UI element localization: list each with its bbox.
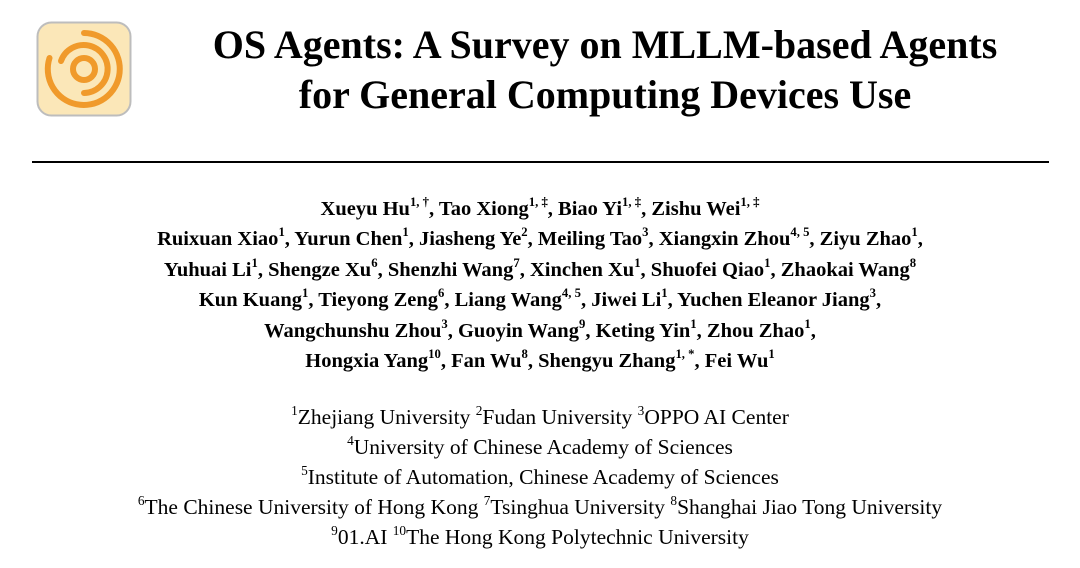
author-affiliation-mark: 3 xyxy=(441,316,448,331)
author-line xyxy=(0,224,1080,254)
author-affiliation-mark: 4, 5 xyxy=(790,225,810,240)
author-affiliation-mark: 8 xyxy=(521,346,528,361)
author-line xyxy=(0,316,1080,346)
author-name: Zhou Zhao xyxy=(706,319,805,342)
affiliation-number: 2 xyxy=(475,402,483,418)
author-separator: , xyxy=(648,228,659,251)
affiliation-number: 6 xyxy=(137,492,145,508)
affiliation-name: Institute of Automation, Chinese Academy of Sciences xyxy=(307,465,779,489)
affiliation-number: 8 xyxy=(670,492,678,508)
affiliation-name: Tsinghua University xyxy=(490,495,666,519)
author-affiliation-mark: 10 xyxy=(428,346,441,361)
author-separator: , xyxy=(810,319,816,342)
author-affiliation-mark: 3 xyxy=(642,225,649,240)
author-name: Shengze Xu xyxy=(268,258,372,281)
author-name: Xinchen Xu xyxy=(529,258,635,281)
author-separator: , xyxy=(580,289,592,312)
author-name: Guoyin Wang xyxy=(457,319,579,342)
author-name: Zishu Wei xyxy=(651,198,741,220)
author-separator: , xyxy=(444,289,455,312)
affiliation-name: Zhejiang University xyxy=(297,405,471,429)
author-affiliation-mark: 1, ‡ xyxy=(622,194,642,209)
author-affiliation-mark: 8 xyxy=(909,255,917,270)
author-separator: , xyxy=(770,258,781,281)
author-name: Keting Yin xyxy=(595,319,691,342)
title-line-2: for General Computing Devices Use xyxy=(298,72,912,117)
author-separator: , xyxy=(440,350,452,373)
author-name: Biao Yi xyxy=(558,198,623,220)
title-line-1: OS Agents: A Survey on MLLM-based Agents xyxy=(212,22,998,67)
author-affiliation-mark: 6 xyxy=(438,286,445,301)
author-name: Tieyong Zeng xyxy=(318,289,439,312)
author-affiliation-mark: 1, † xyxy=(409,194,430,209)
logo-background xyxy=(38,23,131,116)
author-name: Zhaokai Wang xyxy=(780,258,910,281)
author-separator: , xyxy=(694,350,705,373)
affiliation-name: University of Chinese Academy of Sciences xyxy=(353,435,733,459)
author-affiliation-mark: 1 xyxy=(402,225,409,240)
affiliation-number: 4 xyxy=(347,432,354,448)
affiliation-name: The Chinese University of Hong Kong xyxy=(144,495,479,519)
paper-title xyxy=(140,20,1070,120)
author-separator: , xyxy=(408,228,419,251)
author-separator: , xyxy=(527,228,538,251)
affiliation-name: The Hong Kong Polytechnic University xyxy=(406,525,749,549)
author-name: Yuhuai Li xyxy=(163,258,252,281)
author-name: Shenzhi Wang xyxy=(387,258,514,281)
affiliation-line xyxy=(0,402,1080,432)
author-affiliation-mark: 1, ‡ xyxy=(740,194,760,209)
author-line xyxy=(0,285,1080,315)
author-list xyxy=(0,194,1080,376)
affiliation-name: 01.AI xyxy=(337,525,388,549)
author-name: Kun Kuang xyxy=(198,289,302,312)
author-name: Jiasheng Ye xyxy=(418,228,522,251)
author-name: Tao Xiong xyxy=(438,198,529,220)
author-affiliation-mark: 1, ‡ xyxy=(528,194,548,209)
author-affiliation-mark: 4, 5 xyxy=(561,286,581,301)
author-affiliation-mark: 1 xyxy=(661,286,668,301)
author-affiliation-mark: 1 xyxy=(911,225,918,240)
author-affiliation-mark: 6 xyxy=(371,255,378,270)
author-name: Liang Wang xyxy=(454,289,562,312)
author-separator: , xyxy=(257,258,269,281)
title-divider xyxy=(32,161,1049,163)
author-separator: , xyxy=(641,198,652,220)
affiliation-name: OPPO AI Center xyxy=(644,405,789,429)
author-affiliation-mark: 1 xyxy=(804,316,811,331)
author-name: Hongxia Yang xyxy=(305,350,429,373)
affiliation-number: 3 xyxy=(637,402,645,418)
affiliation-line xyxy=(0,492,1080,522)
author-separator: , xyxy=(447,319,458,342)
author-affiliation-mark: 2 xyxy=(521,225,528,240)
author-affiliation-mark: 1 xyxy=(690,316,697,331)
author-name: Meiling Tao xyxy=(537,228,643,251)
author-affiliation-mark: 1 xyxy=(634,255,641,270)
affiliation-name: Fudan University xyxy=(482,405,633,429)
author-name: Fei Wu xyxy=(704,350,769,373)
author-name: Shuofei Qiao xyxy=(650,258,765,281)
affiliation-name: Shanghai Jiao Tong University xyxy=(677,495,943,519)
author-line xyxy=(0,194,1080,224)
author-separator: , xyxy=(667,289,678,312)
author-affiliation-mark: 3 xyxy=(869,286,877,301)
author-separator: , xyxy=(585,319,596,342)
author-affiliation-mark: 1 xyxy=(764,255,771,270)
affiliation-line xyxy=(0,522,1080,552)
author-separator: , xyxy=(284,228,295,251)
author-affiliation-mark: 1 xyxy=(278,225,285,240)
affiliation-number: 7 xyxy=(483,492,491,508)
author-affiliation-mark: 9 xyxy=(578,316,586,331)
author-affiliation-mark: 7 xyxy=(513,255,520,270)
author-name: Shengyu Zhang xyxy=(538,350,676,373)
author-separator: , xyxy=(429,198,439,220)
author-name: Xiangxin Zhou xyxy=(658,228,791,251)
author-separator: , xyxy=(809,228,820,251)
author-name: Xueyu Hu xyxy=(320,198,410,220)
author-line xyxy=(0,255,1080,285)
author-name: Ziyu Zhao xyxy=(819,228,912,251)
affiliation-number: 9 xyxy=(331,522,338,538)
author-affiliation-mark: 1 xyxy=(768,346,775,361)
affiliation-list xyxy=(0,402,1080,552)
author-separator: , xyxy=(527,350,539,373)
author-name: Jiwei Li xyxy=(591,289,662,312)
author-name: Fan Wu xyxy=(451,350,522,373)
author-separator: , xyxy=(640,258,651,281)
author-affiliation-mark: 1 xyxy=(251,255,258,270)
affiliation-line xyxy=(0,432,1080,462)
author-separator: , xyxy=(696,319,707,342)
author-separator: , xyxy=(308,289,319,312)
author-separator: , xyxy=(917,228,923,251)
os-agents-logo xyxy=(36,21,132,117)
affiliation-number: 10 xyxy=(392,522,407,538)
concentric-rings-logo-icon xyxy=(36,21,132,117)
author-line xyxy=(0,346,1080,376)
author-separator: , xyxy=(377,258,388,281)
author-separator: , xyxy=(876,289,882,312)
author-affiliation-mark: 1, * xyxy=(675,346,695,361)
author-name: Yuchen Eleanor Jiang xyxy=(677,289,870,312)
affiliation-number: 1 xyxy=(291,402,298,418)
author-name: Wangchunshu Zhou xyxy=(264,319,442,342)
author-name: Ruixuan Xiao xyxy=(157,228,279,251)
author-separator: , xyxy=(519,258,530,281)
author-name: Yurun Chen xyxy=(294,228,403,251)
author-separator: , xyxy=(547,198,559,220)
author-affiliation-mark: 1 xyxy=(301,286,309,301)
affiliation-line xyxy=(0,462,1080,492)
affiliation-number: 5 xyxy=(301,462,308,478)
